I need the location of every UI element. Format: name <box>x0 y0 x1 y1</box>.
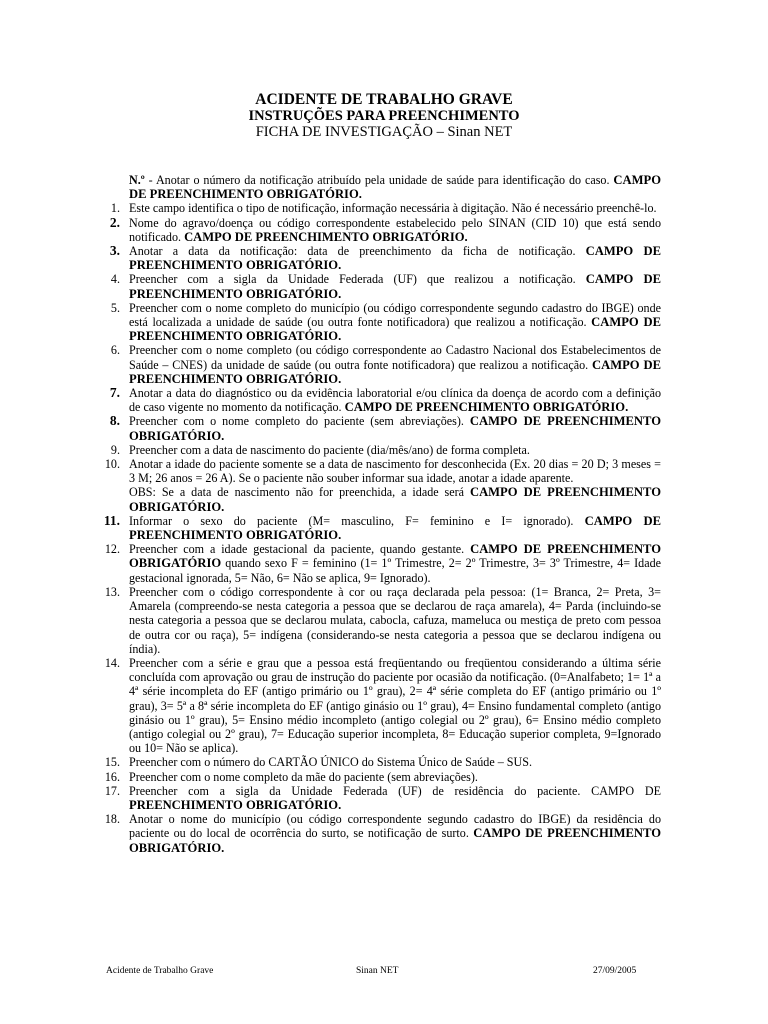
list-item <box>96 301 661 344</box>
item-text: Preencher com o código correspondente à cor ou raça declarada pela pessoa: (1= Branca, 2= Preta, 3= Amarela (compreendo-se nesta categoria a pessoa que se declarou de raça amarela), 4= Parda (incluindo-se nesta categoria a pessoa que se declarou mulata, cabocla, cafuza, mameluca ou mestiça de preto com pessoa de outra cor ou raça), 5= indígena (considerando-se nesta categoria a pessoa que se declarou indígena ou índia). <box>129 584 661 656</box>
list-item <box>96 443 661 457</box>
item-number: 12. <box>104 542 120 557</box>
footer-left: Acidente de Trabalho Grave <box>106 966 214 976</box>
item-number: 7. <box>109 385 120 401</box>
required-flag: CAMPO DE PREENCHIMENTO OBRIGATÓRIO. <box>129 357 661 386</box>
item-text-continued: quando sexo F = feminino (1= 1º Trimestre, 2= 2º Trimestre, 3= 3º Trimestre, 4= Idade gestacional ignorada, 5= Não, 6= Não se aplica, 9= Ignorado). <box>129 556 661 585</box>
required-flag: CAMPO DE PREENCHIMENTO OBRIGATÓRIO. <box>129 315 661 344</box>
item-number: 2. <box>109 214 120 230</box>
item-number: 16. <box>104 769 120 784</box>
item-text: Preencher com o nome completo da mãe do paciente (sem abreviações). <box>129 769 478 784</box>
item-text: - Anotar o número da notificação atribuído pela unidade de saúde para identificação do caso. <box>144 173 614 187</box>
item-text: Nome do agravo/doença ou código correspondente estabelecido pelo SINAN (CID 10) que está sendo notificado. <box>129 215 661 244</box>
item-number: 6. <box>110 343 120 358</box>
item-text: Preencher com a sigla da Unidade Federada (UF) de residência do paciente. CAMPO DE <box>129 783 661 798</box>
item-text: Este campo identifica o tipo de notificação, informação necessária à digitação. Não é necessário preenchê-lo. <box>129 201 657 216</box>
list-item <box>96 542 661 585</box>
form-name: FICHA DE INVESTIGAÇÃO – Sinan NET <box>255 124 513 140</box>
list-item-notification-number <box>96 173 661 201</box>
item-text: Preencher com a idade gestacional da paciente, quando gestante. <box>129 542 471 557</box>
item-text: Preencher com o nome completo do município (ou código correspondente segundo cadastro do IBGE) onde está localizada a unidade de saúde (ou outra fonte notificadora) que realizou a notificação. <box>129 300 661 330</box>
required-flag: CAMPO DE PREENCHIMENTO OBRIGATÓRIO. <box>129 414 661 443</box>
footer-center: Sinan NET <box>356 966 399 976</box>
required-flag: CAMPO DE PREENCHIMENTO OBRIGATÓRIO. <box>129 513 661 543</box>
item-number: 4. <box>110 272 120 287</box>
item-text: Preencher com a data de nascimento do paciente (dia/mês/ano) de forma completa. <box>129 442 530 457</box>
item-number: 13. <box>104 584 120 599</box>
required-flag: CAMPO DE PREENCHIMENTO OBRIGATÓRIO. <box>129 272 661 301</box>
item-text: Anotar a data do diagnóstico ou da evidência laboratorial e/ou clínica da doença de acordo com a definição de caso vigente no momento da notificação. <box>129 386 661 415</box>
required-flag: CAMPO DE PREENCHIMENTO OBRIGATÓRIO. <box>129 244 661 273</box>
observation-text: OBS: Se a data de nascimento não for preenchida, a idade será <box>129 485 470 500</box>
observation-note <box>96 485 661 513</box>
required-flag: CAMPO DE PREENCHIMENTO OBRIGATÓRIO. <box>344 400 629 415</box>
item-number: 14. <box>104 655 120 670</box>
instruction-list <box>96 173 661 855</box>
list-item <box>96 755 661 769</box>
item-text: Preencher com a série e grau que a pessoa está freqüentando ou freqüentou considerando a última série concluída com aprovação ou grau de instrução do paciente por ocasião da notificação. (0=Analfabeto; 1= 1ª a 4ª série incompleta do EF (antigo primário ou 1º grau), 2= 4ª série completa do EF (antigo primário ou 1º grau), 3= 5ª a 8ª série incompleta do EF (antigo ginásio ou 1º grau), 4= Ensino fundamental completo (antigo ginásio ou 1º grau), 5= Ensino médio incompleto (antigo colegial ou 2º grau), 6= Ensino médio completo (antigo colegial ou 2º grau), 7= Educação superior incompleta, 8= Educação superior completa, 9=Ignorado ou 10= Não se aplica). <box>129 655 661 756</box>
item-number: 5. <box>110 300 120 315</box>
list-item <box>96 514 661 542</box>
required-flag: CAMPO DE PREENCHIMENTO OBRIGATÓRIO. <box>129 173 661 202</box>
required-flag: CAMPO DE PREENCHIMENTO OBRIGATÓRIO. <box>184 229 468 244</box>
item-number: 15. <box>104 755 120 770</box>
item-number: 8. <box>109 413 120 429</box>
document-title: ACIDENTE DE TRABALHO GRAVE <box>255 91 513 108</box>
item-number: 11. <box>103 512 120 528</box>
item-number: 17. <box>104 783 120 798</box>
list-item <box>96 457 661 485</box>
item-text: Preencher com o número do CARTÃO ÚNICO do Sistema Único de Saúde – SUS. <box>129 755 533 770</box>
list-item <box>96 812 661 855</box>
item-text: Anotar o nome do município (ou código correspondente segundo cadastro do IBGE) da residência do paciente ou do local de ocorrência do surto, se notificação de surto. <box>129 812 661 841</box>
list-item <box>96 216 661 244</box>
required-flag: CAMPO DE PREENCHIMENTO OBRIGATÓRIO <box>129 542 662 571</box>
item-text: Anotar a data da notificação: data de preenchimento da ficha de notificação. <box>129 244 586 259</box>
list-item <box>96 585 661 656</box>
list-item <box>96 656 661 755</box>
list-item <box>96 244 661 272</box>
required-flag: PREENCHIMENTO OBRIGATÓRIO. <box>129 797 342 812</box>
item-text: Preencher com o nome completo (ou código correspondente ao Cadastro Nacional dos Estabelecimentos de Saúde – CNES) da unidade de saúde (ou outra fonte notificadora) que realizou a notificação. <box>129 343 661 372</box>
required-flag: CAMPO DE PREENCHIMENTO OBRIGATÓRIO. <box>129 485 661 514</box>
list-item <box>96 784 661 812</box>
list-item <box>96 414 661 442</box>
document-subtitle: INSTRUÇÕES PARA PREENCHIMENTO <box>248 108 520 124</box>
item-number: 3. <box>109 243 120 259</box>
item-number: 10. <box>104 457 120 472</box>
list-item <box>96 201 661 215</box>
list-item <box>96 272 661 300</box>
required-flag: CAMPO DE PREENCHIMENTO OBRIGATÓRIO. <box>129 826 661 855</box>
item-text: Informar o sexo do paciente (M= masculino, F= feminino e I= ignorado). <box>129 513 585 528</box>
list-item <box>96 770 661 784</box>
item-number: N.º <box>129 173 145 187</box>
item-text: Anotar a idade do paciente somente se a data de nascimento for desconhecida (Ex. 20 dias = 20 D; 3 meses = 3 M; 26 anos = 26 A). Se o paciente não souber informar sua idade, anotar a idade aparente. <box>129 457 661 486</box>
list-item <box>96 343 661 386</box>
item-number: 1. <box>110 201 120 216</box>
item-number: 9. <box>110 442 120 457</box>
list-item <box>96 386 661 414</box>
item-text: Preencher com a sigla da Unidade Federada (UF) que realizou a notificação. <box>129 272 586 287</box>
footer-date: 27/09/2005 <box>593 966 637 976</box>
item-text: Preencher com o nome completo do paciente (sem abreviações). <box>129 414 470 429</box>
item-number: 18. <box>104 812 120 827</box>
